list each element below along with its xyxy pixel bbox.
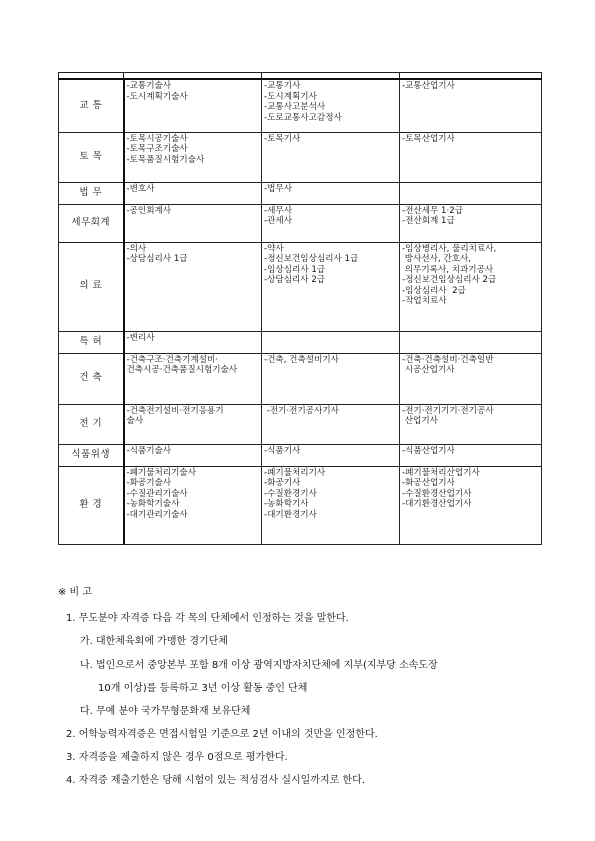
certificate-line: -수질환경기사 <box>264 488 317 499</box>
certificate-line: -정신보건임상심리사 1급 <box>264 254 359 264</box>
certificate-line: -전산세무 1·2급 <box>402 205 464 216</box>
certificate-line: -수질환경산업기사 <box>402 488 472 499</box>
certificate-line: -건축전기설비·전기응용기 <box>126 405 224 416</box>
field-name-cell: 법 무 <box>59 182 124 204</box>
certificate-line: -도시계획기사 <box>264 91 317 102</box>
certificate-cell <box>262 242 400 331</box>
certificate-cell <box>124 466 262 544</box>
certificate-cell <box>262 132 400 182</box>
note-item-1a: 가. 대한체육회에 가맹한 경기단체 <box>80 636 228 647</box>
table-row <box>59 466 542 544</box>
certificate-cell <box>124 404 262 444</box>
certificate-cell <box>400 242 542 331</box>
certificate-line: -전기·전기공사기사 <box>264 405 339 416</box>
table-row <box>59 444 542 466</box>
certificate-line: -정신보건임상심리사 2급 <box>402 275 497 285</box>
certificate-line: 건축시공·건축품질시험기술사 <box>126 365 238 375</box>
certificate-line: -변리사 <box>126 332 155 343</box>
certificate-cell <box>262 204 400 242</box>
note-item-1: 1. 무도분야 자격증 다음 각 목의 단체에서 인정하는 것을 말한다. <box>66 613 349 624</box>
note-item-1b-cont: 10개 이상)를 등록하고 3년 이상 활동 중인 단체 <box>98 683 308 694</box>
notes-title: ※ 비 고 <box>58 587 93 598</box>
field-name-cell: 의 료 <box>59 242 124 331</box>
certificate-line: -수질관리기술사 <box>126 488 188 499</box>
certificate-line: -교통기사 <box>264 81 301 91</box>
field-name-cell: 건 축 <box>59 353 124 404</box>
certificate-line: -식품기술사 <box>126 445 172 456</box>
note-item-4: 4. 자격증 제출기한은 당해 시험이 있는 적성검사 실시일까지로 한다. <box>66 775 365 786</box>
field-name-cell: 전 기 <box>59 404 124 444</box>
certificate-line: -화공산업기사 <box>402 478 455 488</box>
certificate-cell <box>400 404 542 444</box>
certificate-line: -대기관리기술사 <box>126 509 188 520</box>
field-name-cell: 교 통 <box>59 79 124 132</box>
note-item-3: 3. 자격증을 제출하지 않은 경우 0점으로 평가한다. <box>66 752 288 763</box>
certificate-line: -교통산업기사 <box>402 81 455 91</box>
certificate-line: -건축, 건축설비기사 <box>264 354 339 365</box>
certificate-cell <box>400 444 542 466</box>
certificate-line: -의사 <box>126 243 147 254</box>
certificate-cell <box>400 331 542 353</box>
field-name-cell: 식품위생 <box>59 444 124 466</box>
table-row <box>59 182 542 204</box>
certificate-cell <box>124 204 262 242</box>
certificate-line: -전기·전기기기·전기공사 <box>402 405 494 416</box>
certificate-line: -식품산업기사 <box>402 445 455 456</box>
certificate-line: -농화학기사 <box>264 499 309 509</box>
certificate-cell <box>124 444 262 466</box>
certificate-line: -임상병리사, 물리치료사, <box>402 243 497 254</box>
table-row <box>59 79 542 132</box>
certificate-line: 산업기사 <box>402 416 438 426</box>
certificate-table-body <box>59 73 542 545</box>
certificate-line: 방사선사, 간호사, <box>402 254 472 264</box>
certificate-line: -세무사 <box>264 205 293 216</box>
certificate-line: -건축·건축설비·건축일반 <box>402 354 494 365</box>
table-row <box>59 242 542 331</box>
certificate-line: -화공기술사 <box>126 478 172 488</box>
certificate-line: -식품기사 <box>264 445 301 456</box>
certificate-line: -관세사 <box>264 216 293 226</box>
certificate-line: -변호사 <box>126 183 155 194</box>
certificate-line: 술사 <box>126 416 144 426</box>
certificate-cell <box>124 353 262 404</box>
certificate-line: -임상심리사 2급 <box>402 285 466 296</box>
certificate-cell <box>400 182 542 204</box>
certificate-line: -임상심리사 1급 <box>264 264 326 275</box>
certificate-cell <box>400 466 542 544</box>
certificate-line: -공인회계사 <box>126 205 172 216</box>
certificate-line: -상담심리사 1급 <box>126 254 188 264</box>
certificate-line: -토목구조기술사 <box>126 144 188 154</box>
certificate-line: -법무사 <box>264 183 293 194</box>
certificate-line: -화공기사 <box>264 478 301 488</box>
certificate-cell <box>262 331 400 353</box>
certificate-line: -폐기물처리기술사 <box>126 467 197 478</box>
certificate-cell <box>124 132 262 182</box>
certificate-line: -폐기물처리산업기사 <box>402 467 480 478</box>
note-item-2: 2. 어학능력자격증은 면접시험일 기준으로 2년 이내의 것만을 인정한다. <box>66 729 378 740</box>
certificate-line: -토목산업기사 <box>402 133 455 144</box>
table-row <box>59 204 542 242</box>
certificate-line: 의무기록사, 치과기공사 <box>402 264 494 275</box>
certificate-line: -상담심리사 2급 <box>264 275 326 285</box>
certificate-line: -전산회계 1급 <box>402 216 455 226</box>
table-row <box>59 404 542 444</box>
certificate-table <box>58 72 542 545</box>
certificate-line: -도시계획기술사 <box>126 91 188 102</box>
certificate-cell <box>262 404 400 444</box>
certificate-cell <box>124 242 262 331</box>
certificate-cell <box>400 204 542 242</box>
certificate-cell <box>262 79 400 132</box>
certificate-line: -대기환경기사 <box>264 509 317 520</box>
certificate-cell <box>400 79 542 132</box>
certificate-line: -건축구조·건축기계설비· <box>126 354 219 365</box>
certificate-cell <box>262 182 400 204</box>
certificate-line: -토목시공기술사 <box>126 133 188 144</box>
certificate-cell <box>124 331 262 353</box>
certificate-line: -도로교통사고감정사 <box>264 112 342 123</box>
certificate-cell <box>124 79 262 132</box>
field-name-cell: 특 허 <box>59 331 124 353</box>
certificate-cell <box>400 353 542 404</box>
certificate-line: -대기환경산업기사 <box>402 499 472 509</box>
certificate-line: -작업치료사 <box>402 296 447 306</box>
table-row <box>59 353 542 404</box>
certificate-line: -폐기물처리기사 <box>264 467 326 478</box>
field-name-cell: 환 경 <box>59 466 124 544</box>
certificate-cell <box>400 132 542 182</box>
field-name-cell: 세무회계 <box>59 204 124 242</box>
certificate-cell <box>262 466 400 544</box>
field-name-cell: 토 목 <box>59 132 124 182</box>
certificate-line: -약사 <box>264 243 284 254</box>
certificate-cell <box>262 353 400 404</box>
table-row <box>59 132 542 182</box>
certificate-line: -농화학기술사 <box>126 499 180 509</box>
certificate-line: -교통사고분석사 <box>264 102 326 112</box>
certificate-line: -토목품질시험기술사 <box>126 154 205 165</box>
certificate-line: 시공산업기사 <box>402 365 455 375</box>
note-item-1b: 나. 법인으로서 중앙본부 포함 8개 이상 광역지방자치단체에 지부(지부당 소속도장 <box>80 660 438 671</box>
certificate-line: -토목기사 <box>264 133 301 144</box>
note-item-1c: 다. 무예 분야 국가무형문화재 보유단체 <box>80 706 251 717</box>
certificate-cell <box>124 182 262 204</box>
certificate-line: -교통기술사 <box>126 81 172 91</box>
table-row <box>59 331 542 353</box>
certificate-cell <box>262 444 400 466</box>
